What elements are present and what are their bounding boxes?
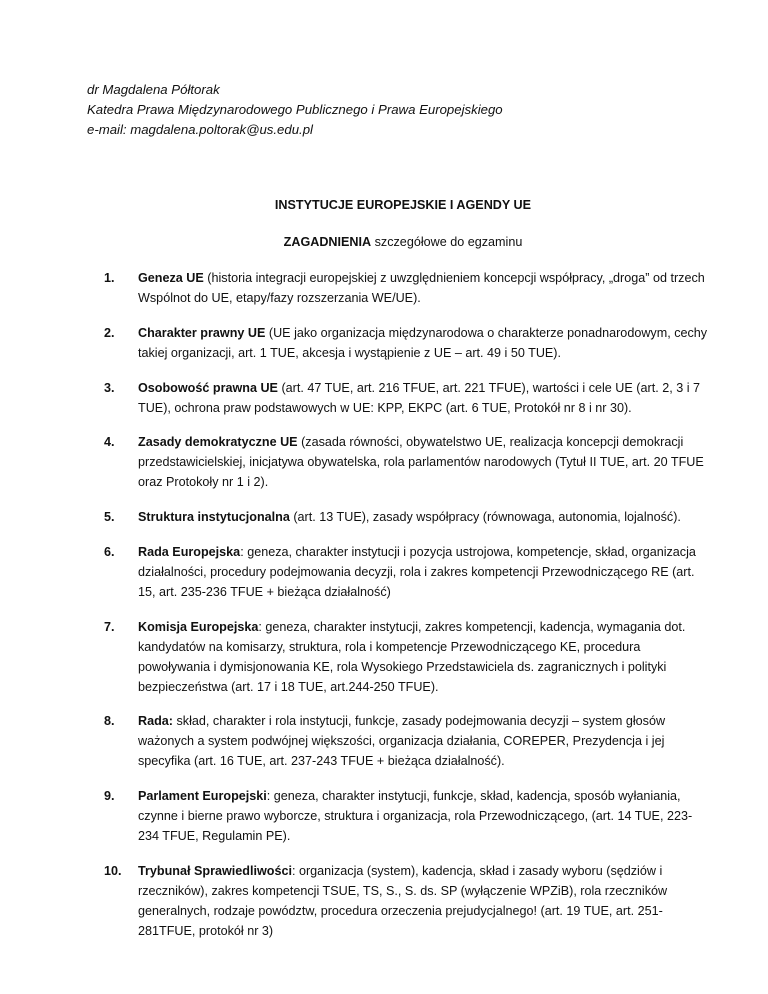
item-lead: Parlament Europejski xyxy=(138,789,267,804)
item-number: 9. xyxy=(104,789,115,804)
subtitle-bold: ZAGADNIENIA xyxy=(283,235,372,249)
department-name: Katedra Prawa Międzynarodowego Publicznego i Prawa Europejskiego xyxy=(87,102,503,117)
item-lead: Komisja Europejska xyxy=(138,619,259,634)
list-item xyxy=(87,379,708,419)
item-number: 7. xyxy=(104,619,115,634)
item-text xyxy=(135,508,708,528)
item-text xyxy=(135,433,708,493)
list-item xyxy=(87,543,708,603)
item-description: : geneza, charakter instytucji i pozycja ustrojowa, kompetencje, skład, organizacja działalności, procedury podejmowania decyzji, rola i zakres kompetencji Przewodniczącego RE (art. 15, art. 235-236 TFUE + bieżąca działalność) xyxy=(138,545,696,599)
item-number: 1. xyxy=(104,271,115,285)
item-description: : organizacja (system), kadencja, skład i zasady wyboru (sędziów i rzeczników), zakres kompetencji TSUE, TS, S., S. ds. SP (wyłączenie WPZiB), rola rzeczników generalnych, rodzaje powództw, procedura orzeczenia prejudycjalnego! (art. 19 TUE, art. 251- 281TFUE, protokół nr 3) xyxy=(138,863,668,938)
list-item xyxy=(87,433,708,493)
item-description: (zasada równości, obywatelstwo UE, realizacja koncepcji demokracji przedstawicielskiej, inicjatywa obywatelska, rola parlamentów narodowych (Tytuł II TUE, art. 20 TFUE oraz Protokoły nr 1 i 2). xyxy=(138,435,704,490)
item-description: skład, charakter i rola instytucji, funkcje, zasady podejmowania decyzji – system głosów ważonych a system podwójnej większości, organizacja działania, COREPER, Prezydencja i jej specyfika (art. 16 TUE, art. 237-243 TFUE + bieżąca działalność). xyxy=(138,714,666,769)
item-number: 2. xyxy=(104,325,115,340)
author-email: e-mail: magdalena.poltorak@us.edu.pl xyxy=(87,122,313,137)
document-title: INSTYTUCJE EUROPEJSKIE I AGENDY UE xyxy=(274,198,532,212)
item-number: 5. xyxy=(104,510,115,525)
list-item xyxy=(87,712,708,772)
list-item xyxy=(87,324,708,364)
list-item xyxy=(87,508,708,528)
item-number: 6. xyxy=(104,545,115,560)
item-lead: Struktura instytucjonalna xyxy=(138,510,290,525)
item-text xyxy=(135,618,708,698)
item-lead: Osobowość prawna UE xyxy=(138,380,278,395)
item-description: : geneza, charakter instytucji, funkcje, skład, kadencja, sposób wyłaniania, czynne i bierne prawo wyborcze, struktura i organizacja, rola Przewodniczącego, (art. 14 TUE, 223-234 TFUE, Regulamin PE). xyxy=(138,789,693,843)
item-description: (UE jako organizacja międzynarodowa o charakterze ponadnarodowym, cechy takiej organizacji, art. 1 TUE, akcesja i wystąpienie z UE – art. 49 i 50 TUE). xyxy=(138,325,708,360)
item-number: 8. xyxy=(104,714,115,729)
item-text xyxy=(135,862,708,942)
item-text xyxy=(135,712,708,772)
item-number: 10. xyxy=(104,863,122,878)
list-item xyxy=(87,269,708,309)
item-description: : geneza, charakter instytucji, zakres kompetencji, kadencja, wymagania dot. kandydatów na komisarzy, struktura, rola i kompetencje Przewodniczącego KE, procedura powoływania i dymisjonowania KE, rola Wysokiego Przedstawiciela ds. zagranicznych i polityki bezpieczeństwa (art. 17 i 18 TUE, art.244-250 TFUE). xyxy=(138,619,686,694)
item-text xyxy=(135,324,708,364)
document-subtitle xyxy=(87,232,708,252)
item-description: (historia integracji europejskiej z uwzględnieniem koncepcji współpracy, „droga” od trzech Wspólnot do UE, etapy/fazy rozszerzania WE/UE). xyxy=(138,271,705,305)
item-text xyxy=(135,269,708,309)
item-text xyxy=(135,787,708,847)
author-name: dr Magdalena Półtorak xyxy=(87,82,220,97)
list-item xyxy=(87,862,708,942)
item-lead: Geneza UE xyxy=(138,271,204,285)
list-item xyxy=(87,618,708,698)
item-lead: Rada: xyxy=(138,714,173,729)
item-lead: Charakter prawny UE xyxy=(138,325,266,340)
item-description: (art. 47 TUE, art. 216 TFUE, art. 221 TFUE), wartości i cele UE (art. 2, 3 i 7 TUE), ochrona praw podstawowych w UE: KPP, EKPC (art. 6 TUE, Protokół nr 8 i nr 30). xyxy=(138,380,701,415)
item-lead: Rada Europejska xyxy=(138,545,241,560)
item-lead: Trybunał Sprawiedliwości xyxy=(138,863,292,878)
item-lead: Zasady demokratyczne UE xyxy=(138,435,298,450)
item-description: (art. 13 TUE), zasady współpracy (równowaga, autonomia, lojalność). xyxy=(289,510,681,525)
item-number: 4. xyxy=(104,435,115,450)
subtitle-rest: szczegółowe do egzaminu xyxy=(371,235,523,249)
list-item xyxy=(87,787,708,847)
item-text xyxy=(135,543,708,603)
topics-list xyxy=(87,269,708,941)
item-text xyxy=(135,379,708,419)
item-number: 3. xyxy=(104,380,115,395)
